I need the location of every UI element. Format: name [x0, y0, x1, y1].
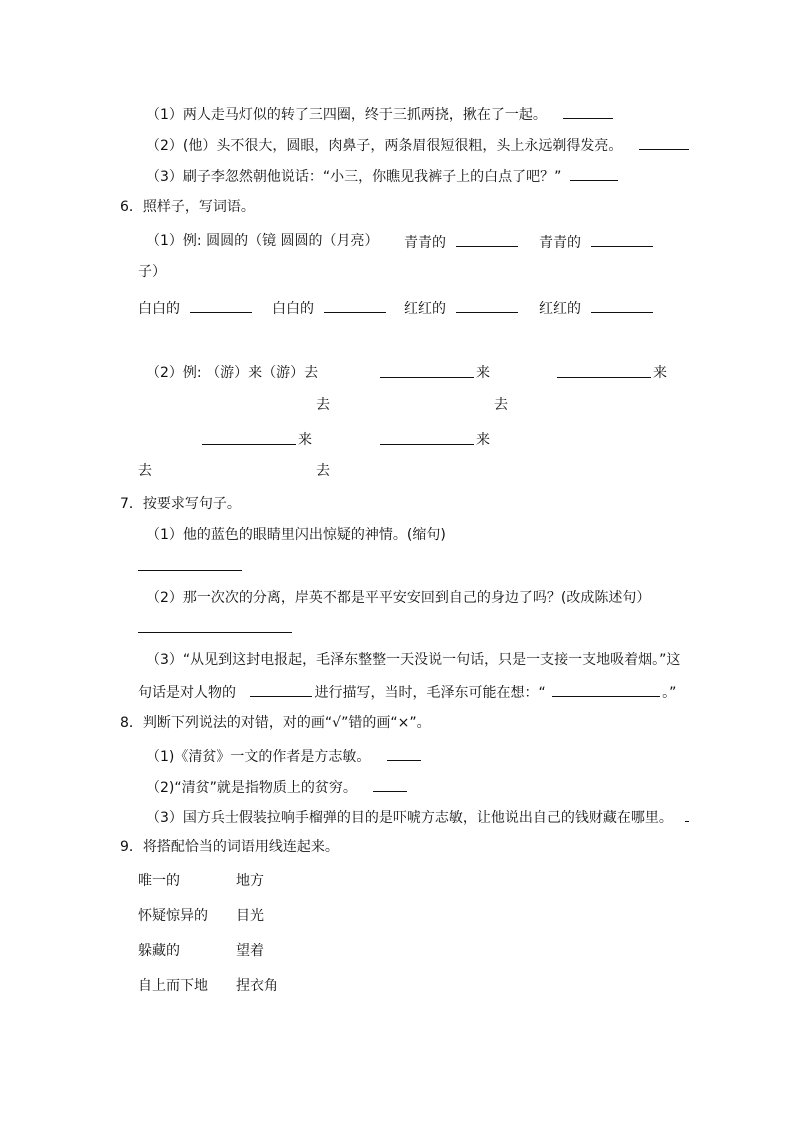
answer-blank[interactable]: [138, 570, 242, 571]
q7-item-3-part-c: 。”: [662, 685, 677, 701]
q7-item-3-part-b: 进行描写，当时，毛泽东可能在想：“: [314, 685, 546, 701]
lai-label: 来: [476, 365, 490, 381]
answer-blank[interactable]: [190, 298, 252, 313]
q5-item-1: [146, 104, 613, 124]
q9-right-word[interactable]: 目光: [236, 908, 264, 924]
answer-blank[interactable]: [552, 682, 660, 697]
q7-item-3-line2: [138, 682, 676, 702]
qu-label: 去: [316, 463, 330, 479]
q7-heading: 7．按要求写句子。: [120, 496, 241, 512]
answer-blank[interactable]: [250, 682, 312, 697]
q6-baibai-1: [138, 298, 252, 318]
q6-qingqing-1: [404, 232, 518, 252]
answer-blank[interactable]: [557, 377, 651, 378]
q5-item-1-text: （1）两人走马灯似的转了三四圈，终于三抓两挠，揪在了一起。: [146, 107, 547, 123]
answer-blank[interactable]: [380, 444, 474, 445]
q6-honghong-1-label: 红红的: [404, 301, 446, 317]
q6-baibai-1-label: 白白的: [138, 301, 180, 317]
q9-left-word[interactable]: 唯一的: [138, 873, 180, 889]
q8-heading: 8．判断下列说法的对错，对的画“√”错的画“×”。: [120, 715, 431, 731]
q5-item-2: [146, 135, 689, 155]
q6-qingqing-2: [539, 232, 653, 252]
answer-blank[interactable]: [324, 298, 386, 313]
q6-qingqing-1-label: 青青的: [404, 235, 446, 251]
q7-item-2: （2）那一次次的分离，岸英不都是平平安安回到自己的身边了吗？(改成陈述句）: [146, 590, 651, 606]
answer-blank[interactable]: [387, 746, 421, 761]
answer-blank[interactable]: [570, 166, 618, 181]
q6-qingqing-2-label: 青青的: [539, 235, 581, 251]
q6-honghong-2: [539, 298, 653, 318]
answer-blank[interactable]: [380, 377, 474, 378]
answer-blank[interactable]: [591, 232, 653, 247]
q8-item-1-text: （1)《清贫》一文的作者是方志敏。: [146, 749, 371, 765]
q5-item-3: [146, 166, 618, 186]
answer-blank[interactable]: [456, 298, 518, 313]
q6-heading: 6．照样子，写词语。: [120, 199, 255, 215]
q8-item-3: [146, 807, 689, 827]
q6-example-1-tail: 子）: [138, 264, 166, 280]
q7-item-3-part-a: 句话是对人物的: [138, 685, 236, 701]
q6-honghong-2-label: 红红的: [539, 301, 581, 317]
q7-item-1: （1）他的蓝色的眼睛里闪出惊疑的神情。(缩句): [146, 527, 446, 543]
qu-label: 去: [316, 397, 330, 413]
lai-label: 来: [476, 432, 490, 448]
answer-blank[interactable]: [202, 444, 296, 445]
q5-item-2-text: （2）(他）头不很大，圆眼，肉鼻子，两条眉很短很粗，头上永远剃得发亮。: [146, 138, 623, 154]
q7-item-3-line1: （3）“从见到这封电报起，毛泽东整整一天没说一句话，只是一支接一支地吸着烟。”这: [146, 652, 681, 668]
answer-blank[interactable]: [456, 232, 518, 247]
q6-example-2: （2）例: （游）来（游）去: [146, 365, 319, 381]
answer-blank[interactable]: [639, 135, 689, 150]
answer-blank[interactable]: [138, 632, 292, 633]
lai-label: 来: [653, 365, 667, 381]
q9-right-word[interactable]: 地方: [236, 873, 264, 889]
q5-item-3-text: （3）刷子李忽然朝他说话：“小三，你瞧见我裤子上的白点了吧？”: [146, 169, 562, 185]
q8-item-2: [146, 777, 407, 797]
q6-honghong-1: [404, 298, 518, 318]
answer-blank[interactable]: [591, 298, 653, 313]
q6-example-1: （1）例: 圆圆的（镜 圆圆的（月亮）: [146, 233, 379, 249]
q8-item-1: [146, 746, 421, 766]
qu-label: 去: [138, 463, 152, 479]
qu-label: 去: [494, 397, 508, 413]
answer-blank[interactable]: [373, 777, 407, 792]
q9-left-word[interactable]: 自上而下地: [138, 978, 208, 994]
q6-baibai-2: [272, 298, 386, 318]
q8-item-2-text: （2)“清贫”就是指物质上的贫穷。: [146, 780, 357, 796]
answer-blank[interactable]: [685, 807, 689, 822]
q9-left-word[interactable]: 怀疑惊异的: [138, 908, 208, 924]
lai-label: 来: [298, 432, 312, 448]
q8-item-3-text: （3）国方兵士假装拉响手榴弹的目的是吓唬方志敏，让他说出自己的钱财藏在哪里。: [146, 810, 673, 826]
q9-heading: 9．将搭配恰当的词语用线连起来。: [120, 839, 339, 855]
q9-left-word[interactable]: 躲藏的: [138, 943, 180, 959]
answer-blank[interactable]: [563, 104, 613, 119]
q9-right-word[interactable]: 捏衣角: [236, 978, 278, 994]
q6-baibai-2-label: 白白的: [272, 301, 314, 317]
q9-right-word[interactable]: 望着: [236, 943, 264, 959]
